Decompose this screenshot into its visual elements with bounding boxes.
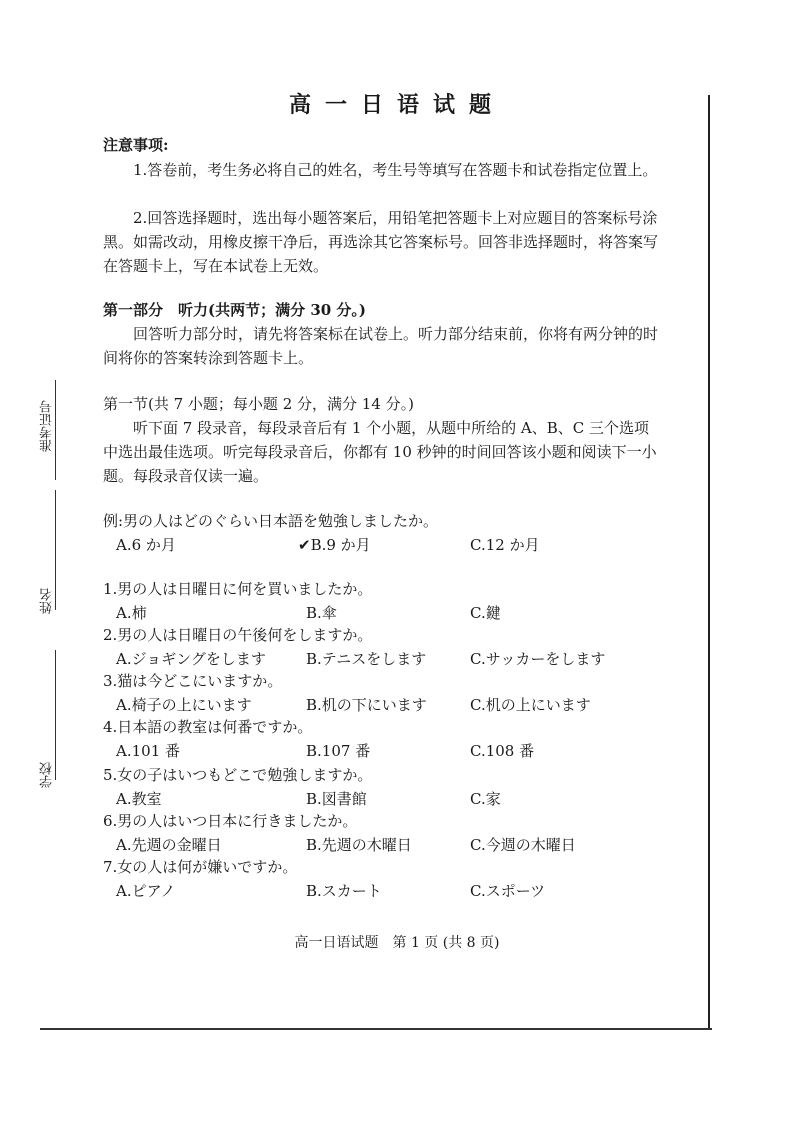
page-border-bottom (40, 1028, 712, 1030)
question-7-option-c: C.スポーツ (470, 882, 546, 900)
question-7-option-a: A.ピアノ (116, 882, 176, 900)
exam-number-label: 准考证号 (40, 400, 55, 452)
question-1-option-b: B.傘 (306, 604, 337, 622)
question-5-option-c: C.家 (470, 790, 501, 808)
part1-text: 回答听力部分时，请先将答案标在试卷上。听力部分结束前，你将有两分钟的时间将你的答案转涂到答题卡上。 (103, 325, 659, 367)
page-border-right (708, 95, 710, 1028)
question-6-option-a: A.先週の金曜日 (116, 836, 222, 854)
name-line (55, 490, 56, 610)
question-7-option-b: B.スカート (306, 882, 382, 900)
question-7: 7.女の人は何が嫌いですか。 (103, 858, 298, 876)
example-option-a: A.6 か月 (116, 536, 176, 554)
page-footer: 高一日语试题 第 1 页 (共 8 页) (294, 935, 500, 951)
part1-heading: 第一部分 听力(共两节；满分 30 分。) (103, 301, 367, 319)
question-4-option-b: B.107 番 (306, 742, 371, 760)
notice-heading: 注意事项: (103, 136, 169, 154)
example-option-b: ✔B.9 か月 (298, 536, 371, 554)
example-option-c: C.12 か月 (470, 536, 540, 554)
notice-item-2: 2.回答选择题时，选出每小题答案后，用铅笔把答题卡上对应题目的答案标号涂黑。如需改动，用橡皮擦干净后，再选涂其它答案标号。回答非选择题时，将答案写在答题卡上，写在本试卷上无效。 (103, 209, 659, 275)
question-3-option-a: A.椅子の上にいます (116, 696, 252, 714)
question-5: 5.女の子はいつもどこで勉強しますか。 (103, 766, 373, 784)
question-6-option-c: C.今週の木曜日 (470, 836, 576, 854)
exam-number-line (55, 380, 56, 480)
question-4-option-a: A.101 番 (116, 742, 180, 760)
section1-text: 听下面 7 段录音，每段录音后有 1 个小题，从题中所给的 A、B、C 三个选项中选出最佳选项。听完每段录音后，你都有 10 秒钟的时间回答该小题和阅读下一小题。每段录音仅读一遍。 (103, 419, 657, 485)
question-1: 1.男の人は日曜日に何を買いましたか。 (103, 580, 373, 598)
school-line (55, 650, 56, 780)
question-1-option-a: A.柿 (116, 604, 147, 622)
question-3-option-c: C.机の上にいます (470, 696, 591, 714)
question-2-option-c: C.サッカーをします (470, 650, 606, 668)
page-title: 高一日语试题 (288, 92, 505, 118)
question-3: 3.猫は今どこにいますか。 (103, 672, 283, 690)
question-2: 2.男の人は日曜日の午後何をしますか。 (103, 626, 373, 644)
school-label: 学校 (40, 762, 55, 788)
section1-heading: 第一节(共 7 小题；每小题 2 分，满分 14 分。) (103, 395, 414, 413)
name-label: 姓名 (40, 588, 55, 614)
notice-item-1: 1.答卷前，考生务必将自己的姓名，考生号等填写在答题卡和试卷指定位置上。 (133, 161, 658, 179)
question-5-option-b: B.図書館 (306, 790, 367, 808)
example-question: 例:男の人はどのぐらい日本語を勉強しましたか。 (103, 512, 439, 530)
question-6: 6.男の人はいつ日本に行きましたか。 (103, 812, 358, 830)
question-4: 4.日本語の教室は何番ですか。 (103, 718, 313, 736)
question-3-option-b: B.机の下にいます (306, 696, 427, 714)
question-6-option-b: B.先週の木曜日 (306, 836, 412, 854)
question-5-option-a: A.教室 (116, 790, 162, 808)
question-2-option-a: A.ジョギングをします (116, 650, 266, 668)
question-4-option-c: C.108 番 (470, 742, 535, 760)
question-1-option-c: C.鍵 (470, 604, 501, 622)
question-2-option-b: B.テニスをします (306, 650, 427, 668)
